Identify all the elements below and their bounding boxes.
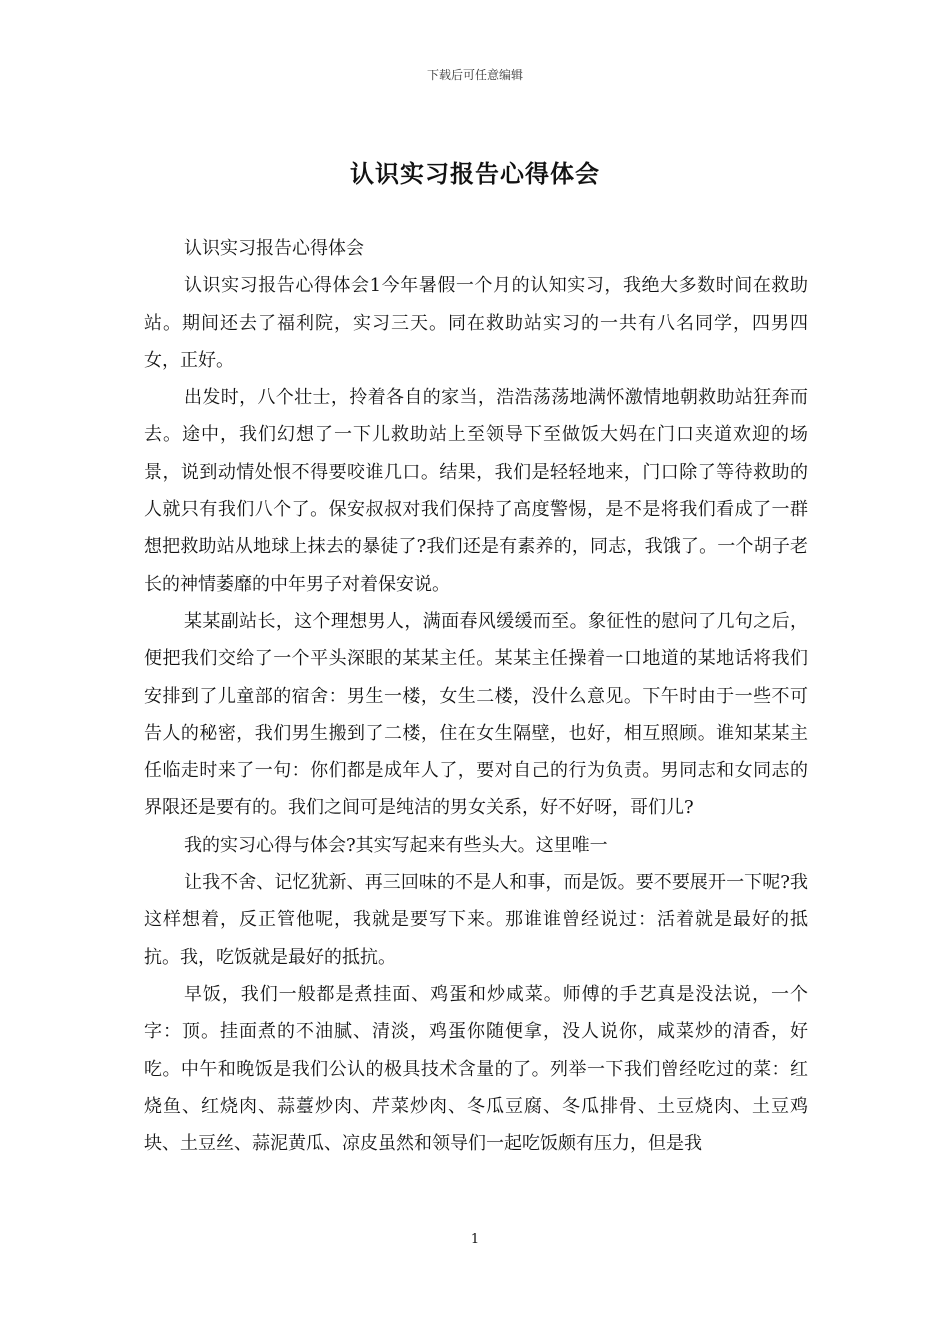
paragraph: 我的实习心得与体会?其实写起来有些头大。这里唯一 [184, 834, 608, 856]
page-header: 下载后可任意编辑 [426, 68, 523, 82]
paragraph: 认识实习报告心得体会1今年暑假一个月的认知实习，我绝大多数时间在救助站。期间还去了福利院，实习三天。同在救助站实习的一共有八名同学，四男四女，正好。 [144, 275, 808, 371]
paragraph: 出发时，八个壮士，拎着各自的家当，浩浩荡荡地满怀激情地朝救助站狂奔而去。途中，我们幻想了一下儿救助站上至领导下至做饭大妈在门口夹道欢迎的场景，说到动情处恨不得要咬谁几口。结果，我们是轻轻地来，门口除了等待救助的人就只有我们八个了。保安叔叔对我们保持了高度警惕，是不是将我们看成了一群想把救助站从地球上抹去的暴徒了?我们还是有素养的，同志，我饿了。一个胡子老长的神情萎靡的中年男子对着保安说。 [144, 387, 808, 595]
paragraph-subtitle: 认识实习报告心得体会 [184, 238, 364, 259]
paragraph: 早饭，我们一般都是煮挂面、鸡蛋和炒咸菜。师傅的手艺真是没法说，一个字：顶。挂面煮的不油腻、清淡，鸡蛋你随便拿，没人说你，咸菜炒的清香，好吃。中午和晚饭是我们公认的极具技术含量的了。列举一下我们曾经吃过的菜：红烧鱼、红烧肉、蒜薹炒肉、芹菜炒肉、冬瓜豆腐、冬瓜排骨、土豆烧肉、土豆鸡块、土豆丝、蒜泥黄瓜、凉皮虽然和领导们一起吃饭颇有压力，但是我 [144, 983, 808, 1155]
paragraph: 某某副站长，这个理想男人，满面春风缓缓而至。象征性的慰问了几句之后，便把我们交给了一个平头深眼的某某主任。某某主任操着一口地道的某地话将我们安排到了儿童部的宿舍：男生一楼，女生二楼，没什么意见。下午时由于一些不可告人的秘密，我们男生搬到了二楼，住在女生隔壁，也好，相互照顾。谁知某某主任临走时来了一句：你们都是成年人了，要对自己的行为负责。男同志和女同志的界限还是要有的。我们之间可是纯洁的男女关系，好不好呀，哥们儿? [144, 610, 808, 819]
paragraph: 让我不舍、记忆犹新、再三回味的不是人和事，而是饭。要不要展开一下呢?我这样想着，反正管他呢，我就是要写下来。那谁谁曾经说过：活着就是最好的抵抗。我，吃饭就是最好的抵抗。 [144, 872, 808, 968]
document-body [144, 230, 808, 1162]
page-number: 1 [470, 1232, 480, 1247]
document-title: 认识实习报告心得体会 [350, 159, 600, 188]
